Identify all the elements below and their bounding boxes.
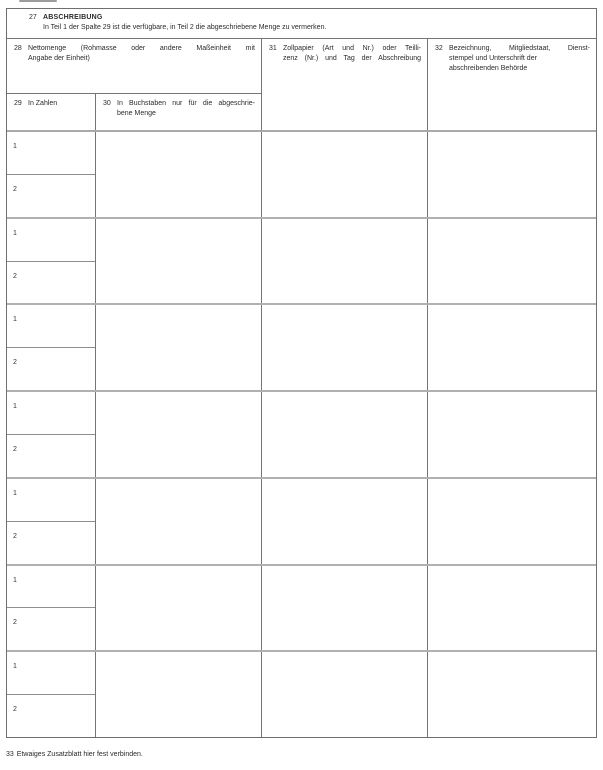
cell-31-zollpapier[interactable] (262, 479, 428, 564)
table-row-group (7, 217, 596, 304)
cell-29-part1[interactable]: 1 (7, 132, 95, 175)
column-number-32: 32 (435, 45, 443, 52)
cell-32-behoerde[interactable] (428, 652, 596, 737)
cell-32-behoerde[interactable] (428, 219, 596, 304)
column-30-label-line2: bene Menge (117, 110, 156, 117)
cell-29-part2[interactable]: 2 (13, 532, 17, 540)
column-31-label-line1: Zollpapier (Art und Nr.) oder Teilli- (283, 45, 421, 52)
cell-29-part2[interactable]: 2 (13, 359, 17, 367)
cell-30-in-buchstaben[interactable] (96, 479, 262, 564)
section-33-note (6, 750, 143, 760)
section-33-text: Etwaiges Zusatzblatt hier fest verbinden. (16, 751, 143, 758)
table-row-group (7, 132, 596, 217)
cell-32-behoerde[interactable] (428, 392, 596, 477)
cell-30-in-buchstaben[interactable] (96, 305, 262, 390)
cell-29-part2[interactable]: 2 (13, 446, 17, 454)
cell-29-part1[interactable]: 1 (7, 566, 95, 609)
column-32-label-line2: stempel und Unterschrift der (449, 55, 537, 62)
column-header-30-in-buchstaben (96, 94, 261, 130)
cell-29-part1[interactable]: 1 (7, 392, 95, 435)
cell-30-in-buchstaben[interactable] (96, 652, 262, 737)
cell-29-part2[interactable]: 2 (13, 272, 17, 280)
column-header-32-bezeichnung (428, 39, 596, 130)
cell-32-behoerde[interactable] (428, 566, 596, 651)
cell-30-in-buchstaben[interactable] (96, 219, 262, 304)
column-31-label-line2: zenz (Nr.) und Tag der Abschreibung (283, 55, 421, 62)
scan-artifact (19, 0, 57, 2)
column-number-31: 31 (269, 45, 277, 52)
column-number-29: 29 (14, 100, 22, 107)
column-32-label-line1: Bezeichnung, Mitgliedstaat, Dienst- (449, 45, 590, 52)
cell-31-zollpapier[interactable] (262, 132, 428, 217)
cell-31-zollpapier[interactable] (262, 392, 428, 477)
column-header-28-nettomenge (7, 39, 261, 94)
column-30-label-line1: In Buchstaben nur für die abgeschrie- (117, 100, 255, 107)
cell-30-in-buchstaben[interactable] (96, 392, 262, 477)
cell-30-in-buchstaben[interactable] (96, 132, 262, 217)
column-number-28: 28 (14, 45, 22, 52)
cell-31-zollpapier[interactable] (262, 219, 428, 304)
column-header-band (7, 39, 596, 132)
table-row-group (7, 303, 596, 390)
table-row-group (7, 390, 596, 477)
cell-32-behoerde[interactable] (428, 132, 596, 217)
column-28-label-line1: Nettomenge (Rohmasse oder andere Maßeinheit mit (28, 45, 255, 52)
cell-31-zollpapier[interactable] (262, 652, 428, 737)
cell-32-behoerde[interactable] (428, 479, 596, 564)
section-33-number: 33 (6, 751, 14, 758)
abschreibung-table (6, 8, 597, 738)
section-27-note: In Teil 1 der Spalte 29 ist die verfügbare, in Teil 2 die abgeschriebene Menge zu vermerken. (43, 24, 327, 31)
cell-29-part1[interactable]: 1 (7, 219, 95, 262)
section-27-number: 27 (29, 14, 37, 21)
cell-29-part2[interactable]: 2 (13, 619, 17, 627)
column-29-label: In Zahlen (28, 100, 58, 107)
cell-31-zollpapier[interactable] (262, 305, 428, 390)
column-28-label-line2: Angabe der Einheit) (28, 55, 90, 62)
table-row-group (7, 564, 596, 651)
cell-30-in-buchstaben[interactable] (96, 566, 262, 651)
table-body (7, 132, 596, 737)
cell-31-zollpapier[interactable] (262, 566, 428, 651)
column-header-29-in-zahlen (7, 94, 96, 130)
column-32-label-line3: abschreibenden Behörde (449, 65, 528, 72)
cell-29-part1[interactable]: 1 (7, 305, 95, 348)
cell-29-part1[interactable]: 1 (7, 652, 95, 695)
cell-29-part1[interactable]: 1 (7, 479, 95, 522)
column-header-31-zollpapier (262, 39, 428, 130)
table-row-group (7, 477, 596, 564)
cell-32-behoerde[interactable] (428, 305, 596, 390)
section-27-title: ABSCHREIBUNG (43, 14, 103, 21)
column-number-30: 30 (103, 100, 111, 107)
section-27-header (7, 9, 596, 39)
table-row-group (7, 650, 596, 737)
cell-29-part2[interactable]: 2 (13, 706, 17, 714)
cell-29-part2[interactable]: 2 (13, 185, 17, 193)
